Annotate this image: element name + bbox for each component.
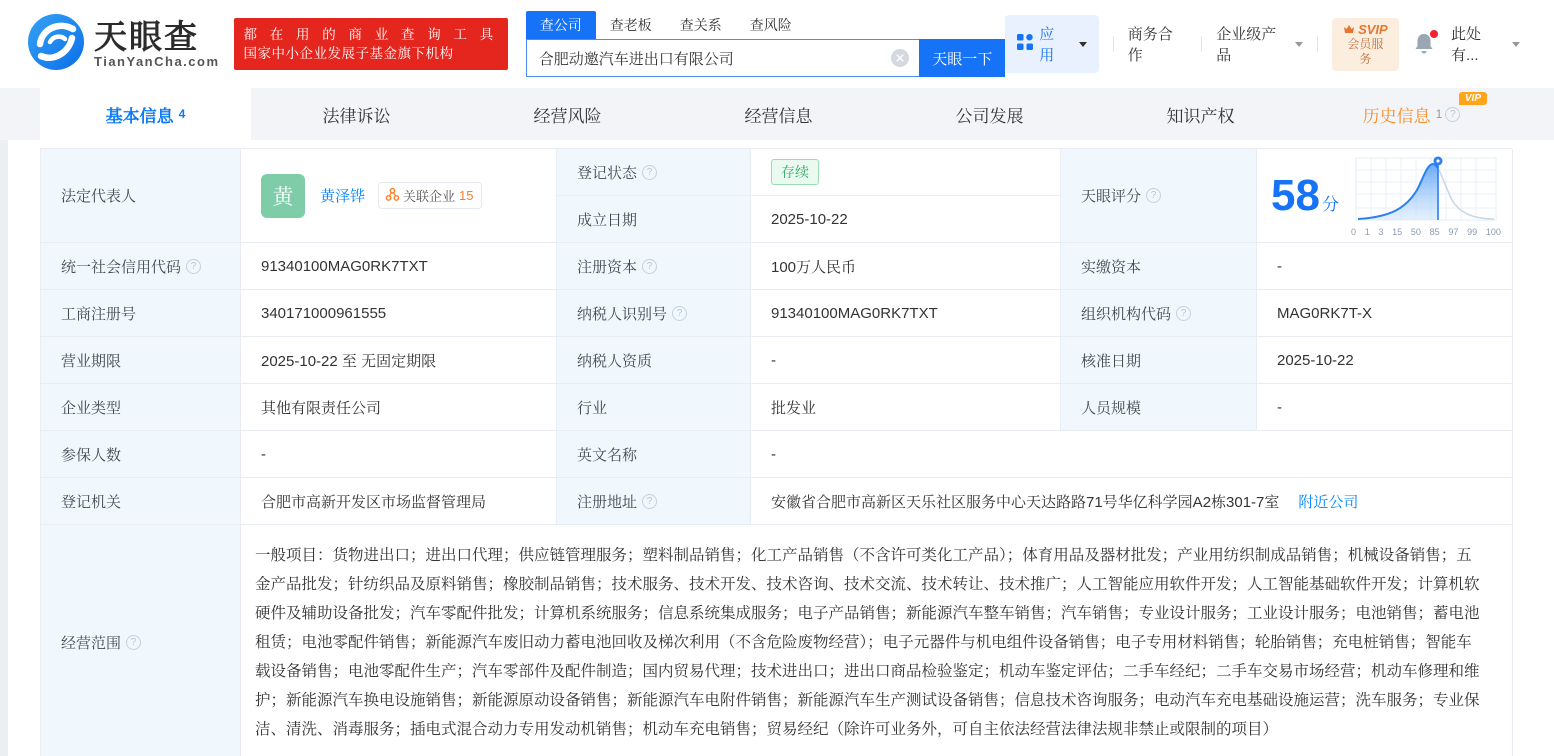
field-value-score — [1257, 149, 1513, 243]
field-label-reg-number — [41, 290, 241, 337]
field-value-reg-capital: 100万人民币 — [751, 243, 1061, 290]
slogan-line1: 都 在 用 的 商 业 查 询 工 具 — [243, 27, 498, 42]
label-text: 核准日期 — [1081, 352, 1142, 370]
legal-rep-link[interactable]: 黄泽铧 — [320, 188, 366, 205]
label-text: 成立日期 — [577, 211, 638, 229]
field-label-staff-size — [1061, 384, 1257, 431]
field-value-org-code: MAG0RK7T-X — [1257, 290, 1513, 337]
slogan-line2: 国家中小企业发展子基金旗下机构 — [243, 46, 454, 61]
nav-divider — [1317, 36, 1318, 52]
help-icon[interactable]: ? — [642, 259, 657, 274]
svip-label: SVIP — [1358, 21, 1388, 37]
help-icon[interactable]: ? — [186, 259, 201, 274]
score-axis-labels: 0 1 3 15 50 85 97 99 100 — [1350, 227, 1501, 237]
tab-history-info[interactable] — [1306, 88, 1517, 140]
label-text: 行业 — [577, 399, 608, 417]
user-menu-label: 此处有... — [1451, 26, 1482, 64]
logo-text — [94, 17, 220, 69]
field-label-org-code — [1061, 290, 1257, 337]
help-icon[interactable]: ? — [642, 165, 657, 180]
chevron-down-icon — [1512, 42, 1520, 47]
svip-membership-badge[interactable] — [1332, 18, 1400, 71]
help-icon[interactable]: ? — [1176, 306, 1191, 321]
basic-info-table — [40, 148, 1512, 756]
field-value-biz-term: 2025-10-22 至 无固定期限 — [241, 337, 557, 384]
tab-count: 4 — [178, 107, 186, 121]
tab-label: 经营风险 — [533, 106, 602, 126]
label-text: 法定代表人 — [61, 188, 137, 205]
field-value-credit-code: 91340100MAG0RK7TXT — [241, 243, 557, 290]
field-label-english-name — [557, 431, 751, 478]
label-text: 经营范围 — [61, 635, 122, 652]
tab-legal-litigation[interactable] — [251, 88, 462, 140]
notification-dot — [1430, 30, 1438, 38]
field-value-biz-scope — [241, 525, 1513, 756]
status-badge: 存续 — [771, 159, 819, 185]
tab-label: 经营信息 — [744, 106, 813, 126]
field-label-score — [1061, 149, 1257, 243]
field-label-insured-count — [41, 431, 241, 478]
field-label-approval-date — [1061, 337, 1257, 384]
top-nav — [1005, 15, 1554, 73]
field-value-staff-size: - — [1257, 384, 1513, 431]
tab-operation-risk[interactable] — [462, 88, 673, 140]
field-value-company-type: 其他有限责任公司 — [241, 384, 557, 431]
field-label-credit-code — [41, 243, 241, 290]
field-value-legal-rep — [241, 149, 557, 243]
tab-label: 基本信息 — [105, 106, 174, 126]
related-companies-icon — [386, 188, 399, 204]
apps-label: 应用 — [1039, 26, 1055, 64]
vip-tag: VIP — [1459, 92, 1487, 105]
field-label-est-date — [557, 196, 751, 243]
field-label-company-type — [41, 384, 241, 431]
field-value-reg-status — [751, 149, 1061, 196]
tab-label: 历史信息 — [1362, 106, 1431, 126]
related-companies-badge[interactable] — [378, 182, 481, 209]
brand-name: 天眼查 — [94, 17, 199, 55]
label-text: 工商注册号 — [61, 305, 137, 323]
field-label-biz-term — [41, 337, 241, 384]
related-companies-label: 关联企业 — [403, 189, 456, 204]
label-text: 实缴资本 — [1081, 258, 1142, 276]
label-text: 登记机关 — [61, 493, 122, 511]
score-unit: 分 — [1321, 194, 1339, 214]
slogan-banner — [234, 18, 508, 70]
site-header — [0, 0, 1554, 88]
page-left-gutter — [0, 140, 8, 756]
label-text: 纳税人识别号 — [577, 305, 668, 323]
nav-enterprise-label: 企业级产品 — [1216, 26, 1277, 64]
company-tabbar — [0, 88, 1554, 140]
label-text: 英文名称 — [577, 446, 638, 464]
tab-label: 知识产权 — [1166, 106, 1235, 126]
field-label-reg-capital — [557, 243, 751, 290]
field-value-industry: 批发业 — [751, 384, 1061, 431]
field-label-taxpayer-quality — [557, 337, 751, 384]
field-label-biz-scope — [41, 525, 241, 756]
field-value-insured-count: - — [241, 431, 557, 478]
search-tab-relation[interactable]: 查关系 — [679, 17, 722, 33]
apps-menu[interactable] — [1005, 15, 1098, 73]
nav-divider — [1201, 36, 1202, 52]
brand-domain: TianYanCha.com — [94, 53, 220, 69]
score-distribution-chart — [1351, 154, 1501, 237]
field-label-reg-status — [557, 149, 751, 196]
apps-grid-icon — [1017, 34, 1033, 54]
label-text: 纳税人资质 — [577, 352, 653, 370]
label-text: 参保人数 — [61, 446, 122, 464]
field-value-taxpayer-id: 91340100MAG0RK7TXT — [751, 290, 1061, 337]
avatar: 黄 — [261, 174, 305, 218]
field-value-reg-address — [751, 478, 1513, 525]
label-text: 登记状态 — [577, 164, 638, 182]
search-box — [526, 39, 919, 77]
svip-sublabel: 会员服务 — [1347, 36, 1384, 66]
tab-label: 公司发展 — [955, 106, 1024, 126]
search-tab-company[interactable]: 查公司 — [526, 11, 596, 39]
field-label-taxpayer-id — [557, 290, 751, 337]
nav-enterprise[interactable] — [1216, 23, 1302, 65]
biz-scope-text: 一般项目：货物进出口；进出口代理；供应链管理服务；塑料制品销售；化工产品销售（不含许可类化工产品）；体育用品及器材批发；产业用纺织制成品销售；机械设备销售；五金产品批发；针纺织品及原料销售；橡胶制品销售；技术服务、技术开发、技术咨询、技术交流、技术转让、技术推广；人工智能应用软件开发；人工智能基础软件开发；计算机软硬件及辅助设备批发；汽车零配件批发；计算机系统服务；信息系统集成服务；电子产品销售；新能源汽车整车销售；汽车销售；专业设计服务；工业设计服务；电池销售；蓄电池租赁；电池零配件销售；新能源汽车废旧动力蓄电池回收及梯次利用（不含危险废物经营）；电子元器件与机电组件设备销售；电子专用材料销售；轮胎销售；充电桩销售；智能车载设备销售；电池零配件生产；汽车零部件及配件制造；国内贸易代理；技术进出口；进出口商品检验鉴定；机动车鉴定评估；二手车经纪；二手车交易市场经营；机动车修理和维护；新能源汽车换电设施销售；新能源原动设备销售；新能源汽车电附件销售；新能源汽车生产测试设备销售；信息技术咨询服务；电动汽车充电基础设施运营；洗车服务；专业保洁、清洗、消毒服务；插电式混合动力专用发动机销售；机动车充电销售；贸易经纪（除许可业务外，可自主依法经营法律法规非禁止或限制的项目） — [255, 547, 1480, 738]
chevron-down-icon — [1295, 42, 1303, 47]
notification-bell[interactable] — [1413, 32, 1437, 56]
field-value-reg-authority: 合肥市高新开发区市场监督管理局 — [241, 478, 557, 525]
search-button[interactable]: 天眼一下 — [919, 39, 1005, 77]
search-input[interactable] — [526, 39, 919, 77]
tianyancha-logo-icon — [28, 14, 84, 75]
help-icon[interactable]: ? — [642, 494, 657, 509]
label-text: 注册资本 — [577, 258, 638, 276]
score-value: 58 — [1271, 170, 1320, 220]
search-tabs — [526, 11, 1005, 39]
help-icon[interactable]: ? — [126, 635, 141, 650]
field-label-reg-authority — [41, 478, 241, 525]
field-label-reg-address — [557, 478, 751, 525]
search-tab-boss[interactable]: 查老板 — [609, 17, 652, 33]
label-text: 注册地址 — [577, 493, 638, 511]
tab-company-development[interactable] — [884, 88, 1095, 140]
chevron-down-icon — [1079, 42, 1087, 47]
tianyancha-logo[interactable] — [28, 14, 220, 75]
field-value-reg-number: 340171000961555 — [241, 290, 557, 337]
label-text: 天眼评分 — [1081, 188, 1142, 205]
search-tab-risk[interactable]: 查风险 — [749, 17, 792, 33]
field-value-est-date: 2025-10-22 — [751, 196, 1061, 243]
related-companies-count: 15 — [459, 188, 474, 203]
help-icon[interactable]: ? — [672, 306, 687, 321]
tab-basic-info[interactable] — [40, 88, 251, 140]
label-text: 组织机构代码 — [1081, 305, 1172, 323]
label-text: 统一社会信用代码 — [61, 258, 182, 276]
field-value-taxpayer-quality: - — [751, 337, 1061, 384]
tab-operation-info[interactable] — [673, 88, 884, 140]
field-value-english-name: - — [751, 431, 1513, 478]
label-text: 人员规模 — [1081, 399, 1142, 417]
field-label-legal-rep — [41, 149, 241, 243]
search-area — [526, 11, 1005, 77]
label-text: 企业类型 — [61, 399, 122, 417]
help-icon[interactable]: ? — [1146, 188, 1161, 203]
tab-count: 1 — [1435, 107, 1443, 121]
help-icon[interactable]: ? — [1445, 107, 1460, 122]
nav-divider — [1113, 36, 1114, 52]
field-label-paid-capital — [1061, 243, 1257, 290]
field-value-approval-date: 2025-10-22 — [1257, 337, 1513, 384]
nearby-companies-link[interactable]: 附近公司 — [1298, 493, 1359, 511]
address-text: 安徽省合肥市高新区天乐社区服务中心天达路路71号华亿科学园A2栋301-7室 — [771, 493, 1280, 511]
user-menu[interactable] — [1451, 23, 1520, 65]
tab-intellectual-property[interactable] — [1095, 88, 1306, 140]
nav-cooperation[interactable]: 商务合作 — [1127, 26, 1173, 64]
field-label-industry — [557, 384, 751, 431]
tab-label: 法律诉讼 — [322, 106, 391, 126]
field-value-paid-capital: - — [1257, 243, 1513, 290]
crown-icon — [1343, 22, 1355, 37]
search-row — [526, 39, 1005, 77]
label-text: 营业期限 — [61, 352, 122, 370]
